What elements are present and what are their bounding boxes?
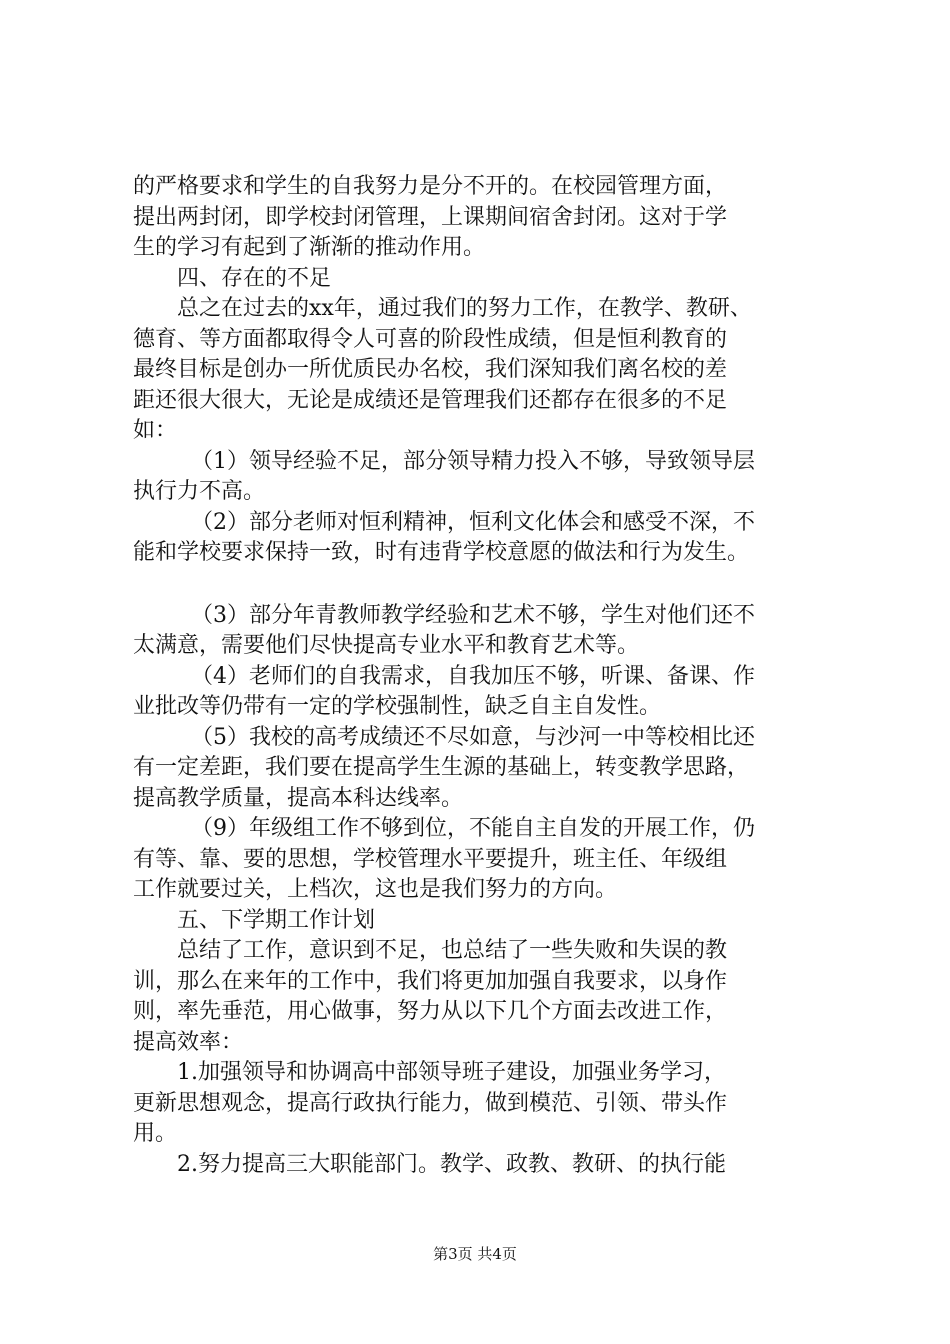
text-line: 提高效率：: [133, 1029, 244, 1055]
page-footer: 第3页 共4页: [433, 1245, 517, 1263]
text-line: 提出两封闭，即学校封闭管理，上课期间宿舍封闭。这对于学: [133, 204, 728, 230]
text-line: 距还很大很大，无论是成绩还是管理我们还都存在很多的不足: [133, 387, 728, 413]
text-line: 更新思想观念，提高行政执行能力，做到模范、引领、带头作: [133, 1090, 728, 1116]
text-line: 有一定差距，我们要在提高学生生源的基础上，转变教学思路，: [133, 755, 750, 780]
list-item-line: （2）部分老师对恒利精神，恒利文化体会和感受不深，不: [191, 509, 755, 535]
text-line: 生的学习有起到了渐渐的推动作用。: [133, 235, 486, 260]
text-line: 提高教学质量，提高本科达线率。: [133, 785, 464, 811]
text-line: 总之在过去的xx年，通过我们的努力工作，在教学、教研、: [177, 296, 752, 321]
list-item-line: （5）我校的高考成绩还不尽如意，与沙河一中等校相比还: [191, 724, 755, 750]
list-item-line: （3）部分年青教师教学经验和艺术不够，学生对他们还不: [191, 602, 755, 628]
text-line: 工作就要过关，上档次，这也是我们努力的方向。: [133, 877, 618, 902]
text-line: 有等、靠、要的思想，学校管理水平要提升，班主任、年级组: [133, 846, 728, 872]
list-item-line: （4）老师们的自我需求，自我加压不够，听课、备课、作: [191, 663, 755, 689]
text-line: 总结了工作，意识到不足，也总结了一些失败和失误的教: [177, 938, 728, 963]
text-line: 执行力不高。: [133, 479, 266, 504]
text-line: 太满意，需要他们尽快提高专业水平和教育艺术等。: [133, 633, 640, 658]
text-line: 最终目标是创办一所优质民办名校，我们深知我们离名校的差: [133, 357, 728, 382]
paragraph-gap: [133, 569, 833, 601]
text-line: 如：: [133, 418, 178, 443]
section-heading: 五、下学期工作计划: [177, 907, 376, 933]
list-item-line: （9）年级组工作不够到位，不能自主自发的开展工作，仍: [191, 816, 755, 841]
text-line: 用。: [133, 1121, 178, 1146]
section-heading: 四、存在的不足: [177, 265, 332, 291]
text-line: 德育、等方面都取得令人可喜的阶段性成绩，但是恒利教育的: [133, 326, 728, 352]
document-body: [133, 172, 833, 1180]
text-line: 的严格要求和学生的自我努力是分不开的。在校园管理方面，: [133, 174, 728, 199]
list-item-line: 2.努力提高三大职能部门。教学、政教、教研、的执行能: [177, 1151, 726, 1177]
list-item-line: 1.加强领导和协调高中部领导班子建设，加强业务学习，: [177, 1060, 726, 1085]
text-line: 业批改等仍带有一定的学校强制性，缺乏自主自发性。: [133, 694, 662, 719]
list-item-line: （1）领导经验不足，部分领导精力投入不够，导致领导层: [191, 448, 755, 474]
text-line: 能和学校要求保持一致，时有违背学校意愿的做法和行为发生。: [133, 540, 750, 565]
text-line: 则，率先垂范，用心做事，努力从以下几个方面去改进工作，: [133, 999, 728, 1024]
text-line: 训，那么在来年的工作中，我们将更加加强自我要求，以身作: [133, 968, 728, 994]
